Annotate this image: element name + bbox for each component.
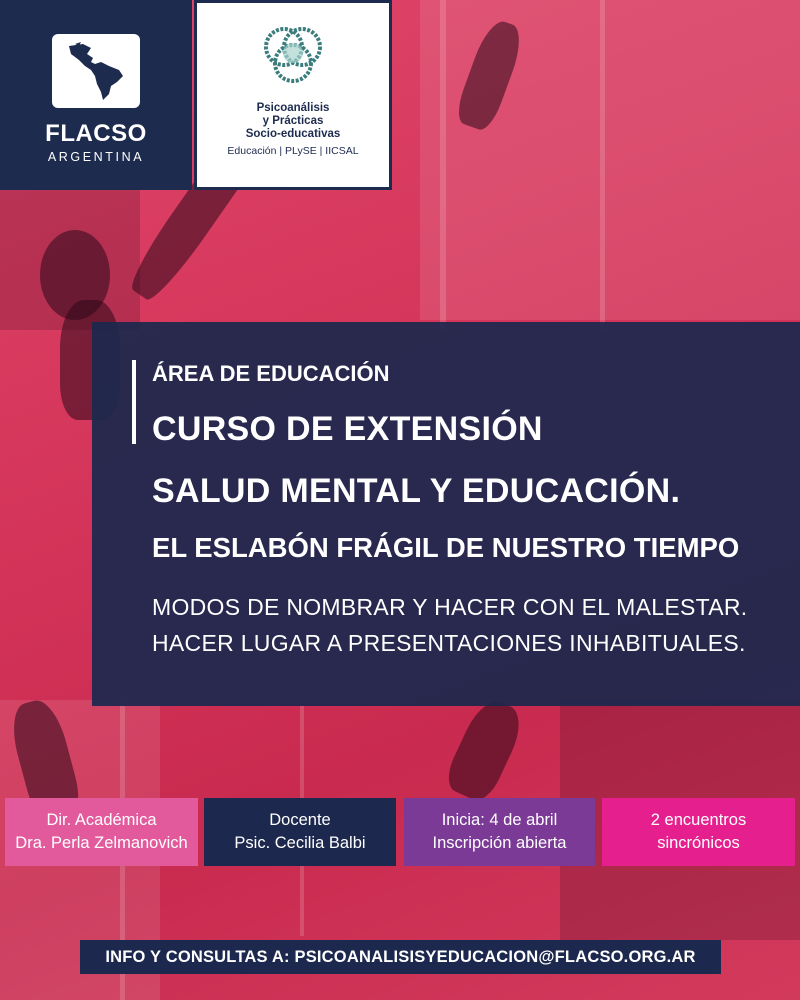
director-box [5, 798, 198, 866]
director-role: Dir. Académica [46, 811, 157, 829]
contact-footer: INFO Y CONSULTAS A: PSICOANALISISYEDUCACION@FLACSO.ORG.AR [80, 940, 721, 974]
teacher-role: Docente [269, 811, 331, 829]
course-subtitle-line2: HACER LUGAR A PRESENTACIONES INHABITUALES. [152, 630, 746, 656]
meetings-type: sincrónicos [657, 834, 740, 852]
latin-america-map-icon [52, 34, 140, 108]
start-date: Inicia: 4 de abril [441, 811, 558, 829]
director-name: Dra. Perla Zelmanovich [15, 834, 188, 852]
psico-line1: Psicoanálisis [256, 102, 330, 114]
psico-line2: y Prácticas [262, 115, 324, 127]
course-title-line2: EL ESLABÓN FRÁGIL DE NUESTRO TIEMPO [152, 532, 740, 563]
course-subtitle-line1: MODOS DE NOMBRAR Y HACER CON EL MALESTAR. [152, 594, 748, 620]
registration-status: Inscripción abierta [432, 834, 567, 852]
start-date-box [404, 798, 595, 866]
meetings-box [602, 798, 795, 866]
teacher-box [204, 798, 396, 866]
psico-line4: Educación | PLySE | IICSAL [227, 145, 359, 157]
meetings-count: 2 encuentros [650, 811, 747, 829]
psico-logo [194, 0, 392, 190]
flacso-logo [0, 0, 192, 190]
teacher-name: Psic. Cecilia Balbi [234, 834, 366, 852]
area-label: ÁREA DE EDUCACIÓN [152, 361, 390, 386]
flacso-name: FLACSO [45, 120, 147, 147]
accent-bar [132, 360, 136, 444]
course-type: CURSO DE EXTENSIÓN [152, 410, 543, 448]
psico-line3: Socio-educativas [245, 128, 341, 140]
flacso-subtitle: ARGENTINA [47, 150, 145, 164]
interlocking-rope-rings-icon [256, 25, 330, 92]
course-title-line1: SALUD MENTAL Y EDUCACIÓN. [152, 472, 681, 510]
